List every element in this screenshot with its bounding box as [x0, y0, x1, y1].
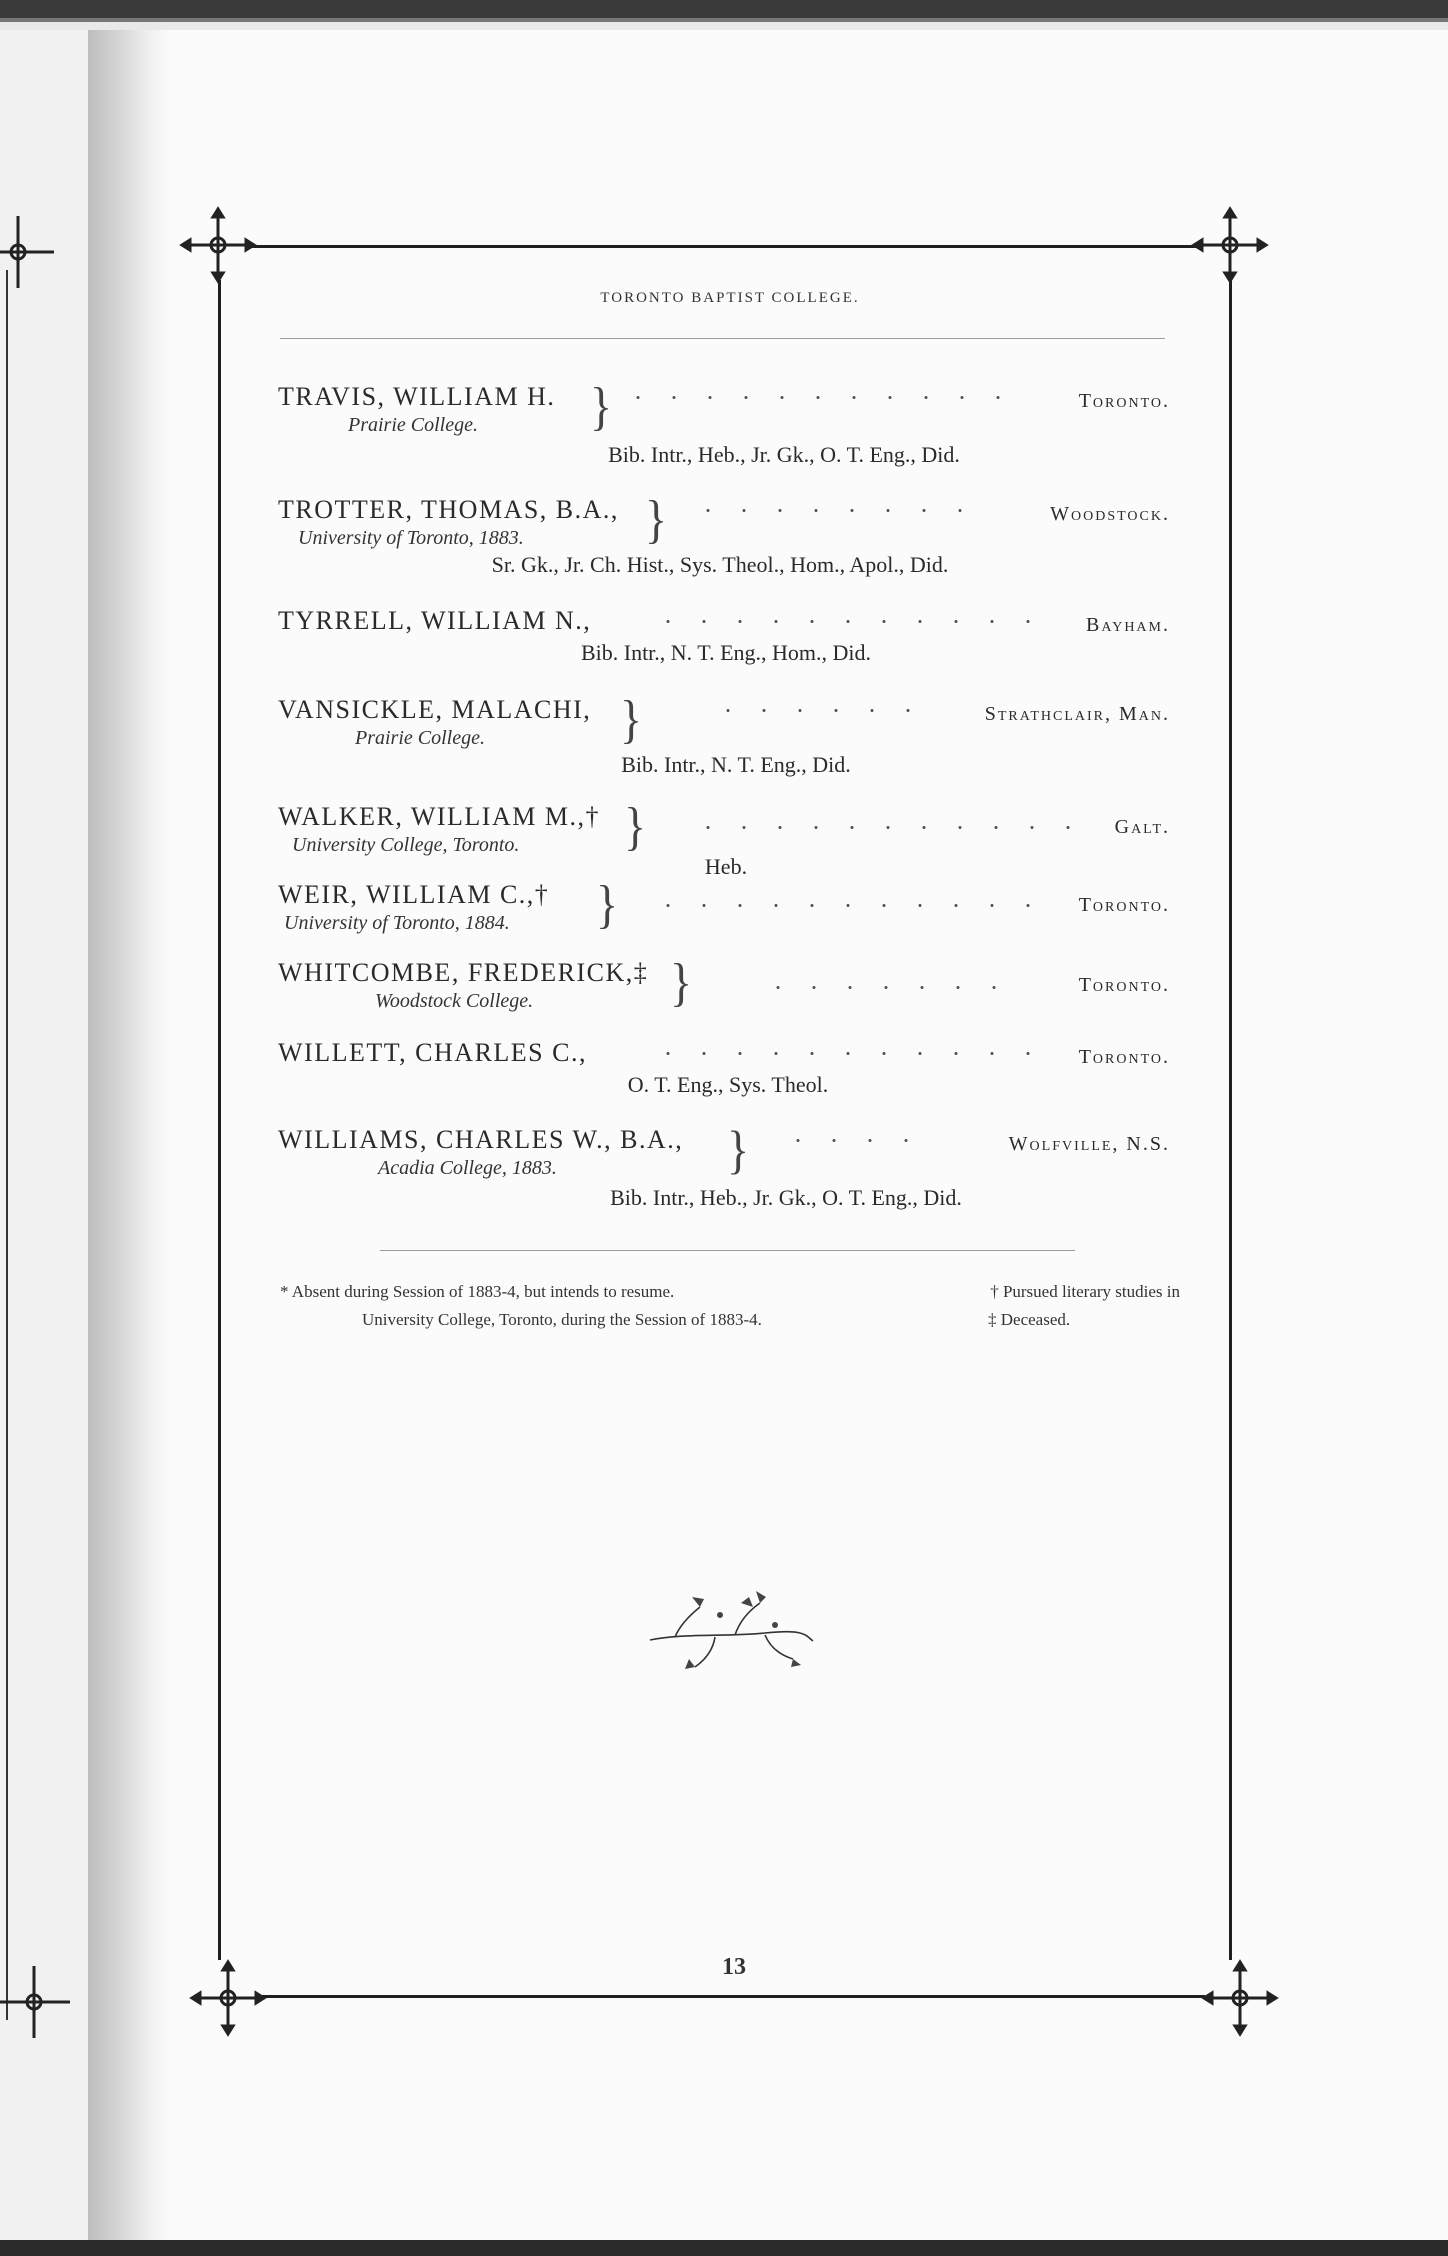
brace: } [727, 1120, 750, 1179]
college-name: Acadia College, 1883. [378, 1157, 557, 1179]
dot-leader [650, 620, 1030, 623]
brace: } [596, 875, 619, 934]
frame-top-rule [250, 245, 1200, 248]
dot-leader [710, 709, 910, 712]
dot-leader [780, 1139, 930, 1142]
subject-list: Bib. Intr., N. T. Eng., Did. [621, 752, 851, 777]
residence: Bayham. [1086, 614, 1170, 636]
subject-list: Sr. Gk., Jr. Ch. Hist., Sys. Theol., Hom., Apol., Did. [491, 552, 949, 577]
student-name: WHITCOMBE, FREDERICK,‡ [278, 958, 649, 987]
ornamental-cross-icon [0, 212, 58, 292]
college-name: University of Toronto, 1883. [298, 527, 524, 549]
ornamental-cross-icon [1190, 205, 1270, 285]
college-name: Prairie College. [355, 727, 485, 749]
ornamental-cross-icon [0, 1962, 74, 2042]
student-name: WEIR, WILLIAM C.,† [278, 880, 550, 909]
residence: Toronto. [1078, 894, 1170, 916]
footnote-rule [380, 1250, 1075, 1251]
footnote-absent: * Absent during Session of 1883-4, but intends to resume. [280, 1282, 675, 1301]
residence: Toronto. [1078, 390, 1170, 412]
student-name: VANSICKLE, MALACHI, [278, 695, 592, 724]
residence: Toronto. [1078, 1046, 1170, 1068]
residence: Toronto. [1078, 974, 1170, 996]
residence: Strathclair, Man. [984, 703, 1170, 725]
ornamental-cross-icon [1200, 1958, 1280, 2038]
dot-leader [650, 904, 1030, 907]
subject-list: Heb. [704, 854, 748, 879]
scan-top-edge [0, 0, 1448, 34]
student-name: TROTTER, THOMAS, B.A., [278, 495, 619, 524]
student-name: WILLETT, CHARLES C., [278, 1038, 587, 1067]
college-name: University College, Toronto. [292, 834, 520, 856]
dot-leader [690, 826, 1070, 829]
subject-list: Bib. Intr., Heb., Jr. Gk., O. T. Eng., Did. [610, 1185, 962, 1210]
college-name: Prairie College. [348, 414, 478, 436]
floral-sprig-icon [645, 1585, 815, 1675]
footnote-deceased: ‡ Deceased. [988, 1310, 1071, 1329]
brace: } [624, 797, 647, 856]
dot-leader [760, 986, 1010, 989]
brace: } [620, 690, 643, 749]
residence: Galt. [1114, 816, 1170, 838]
college-name: Woodstock College. [375, 990, 534, 1012]
subject-list: Bib. Intr., N. T. Eng., Hom., Did. [580, 640, 872, 665]
dot-leader [650, 1052, 1030, 1055]
brace: } [590, 377, 613, 436]
page-number: 13 [722, 1954, 746, 1980]
college-name: University of Toronto, 1884. [284, 912, 510, 934]
running-header: TORONTO BAPTIST COLLEGE. [600, 290, 860, 306]
ornamental-cross-icon [188, 1958, 268, 2038]
dot-leader [620, 396, 1020, 399]
ornamental-cross-icon [178, 205, 258, 285]
footnote-literary-continued: University College, Toronto, during the Session of 1883-4. [362, 1310, 762, 1329]
student-name: WALKER, WILLIAM M.,† [278, 802, 600, 831]
student-name: WILLIAMS, CHARLES W., B.A., [278, 1125, 684, 1154]
frame-bottom-rule [260, 1995, 1205, 1998]
brace: } [645, 490, 668, 549]
header-rule [280, 338, 1165, 339]
residence: Woodstock. [1050, 503, 1170, 525]
brace: } [670, 953, 693, 1012]
student-name: TRAVIS, WILLIAM H. [278, 382, 556, 411]
student-name: TYRRELL, WILLIAM N., [278, 606, 592, 635]
student-entry [0, 1120, 1448, 1275]
subject-list: O. T. Eng., Sys. Theol. [627, 1072, 829, 1097]
scan-bottom-edge [0, 2240, 1448, 2256]
subject-list: Bib. Intr., Heb., Jr. Gk., O. T. Eng., Did. [608, 442, 960, 467]
dot-leader [690, 509, 990, 512]
residence: Wolfville, N.S. [1008, 1133, 1170, 1155]
footnote-literary: † Pursued literary studies in [990, 1282, 1180, 1301]
